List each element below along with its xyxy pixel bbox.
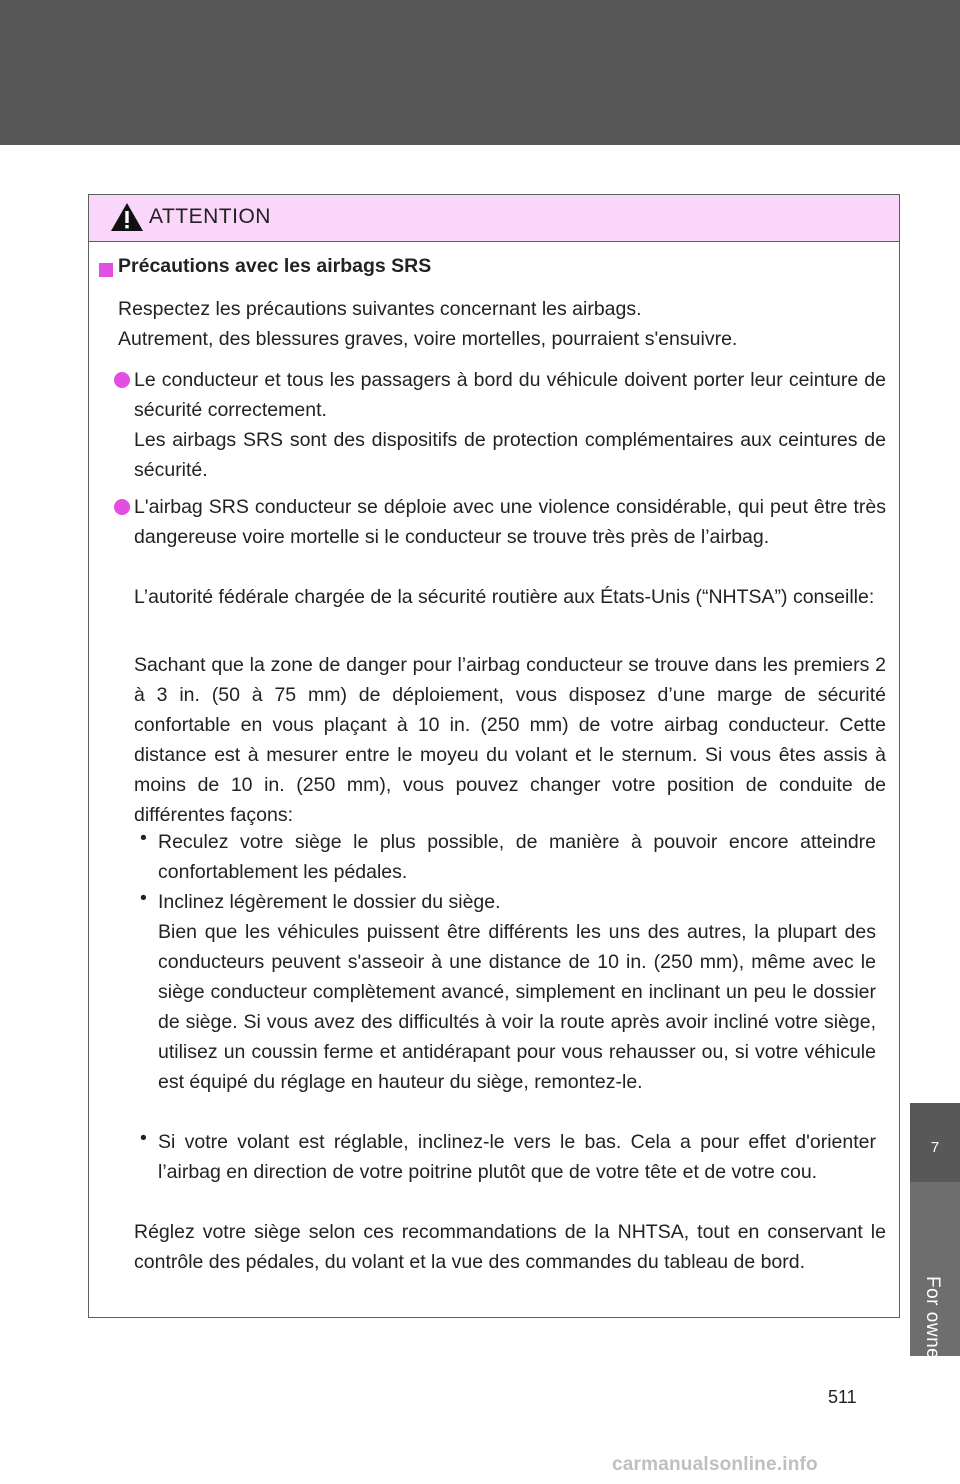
bullet-3-mark: •	[140, 1127, 147, 1149]
intro-line-1: Respectez les précautions suivantes concernant les airbags.	[118, 298, 642, 320]
bullet-2-detail: Bien que les véhicules puissent être différents les uns des autres, la plupart des conducteurs peuvent s'asseoir à une distance de 10 in. (250 mm), même avec le siège conducteur complètement avancé, simplement en inclinant un peu le dossier de siège. Si vous avez des difficultés à voir la route après avoir incliné votre siège, utilisez un coussin ferme et antidérapant pour vous rehausser ou, si votre véhicule est équipé du réglage en hauteur du siège, remontez-le.	[158, 921, 876, 1093]
item-2-bullet-dot	[114, 499, 130, 515]
chapter-number: 7	[930, 1139, 940, 1156]
page-number: 511	[828, 1387, 857, 1407]
bullet-3-text: Si votre volant est réglable, inclinez-le vers le bas. Cela a pour effet d'orienter l’airbag en direction de votre poitrine plutôt que de votre tête et de votre cou.	[158, 1131, 876, 1183]
item-2-note: L’autorité fédérale chargée de la sécurité routière aux États-Unis (“NHTSA”) conseille:	[134, 586, 875, 608]
attention-title: ATTENTION	[149, 205, 271, 228]
item-2-text: L'airbag SRS conducteur se déploie avec une violence considérable, qui peut être très dangereuse voire mortelle si le conducteur se trouve très près de l’airbag.	[134, 496, 886, 548]
watermark-text[interactable]: carmanualsonline.info	[612, 1454, 818, 1475]
bullet-2-text: Inclinez légèrement le dossier du siège.	[158, 891, 501, 913]
chapter-number-block	[910, 1103, 960, 1182]
item-1-note: Les airbags SRS sont des dispositifs de protection complémentaires aux ceintures de sécurité.	[134, 429, 886, 481]
chapter-label-block	[910, 1182, 960, 1377]
attention-box	[88, 194, 900, 1318]
closing-paragraph: Réglez votre siège selon ces recommandations de la NHTSA, tout en conservant le contrôle des pédales, du volant et la vue des commandes du tableau de bord.	[134, 1221, 886, 1273]
section-square-marker	[99, 263, 113, 277]
bullet-2-mark: •	[140, 887, 147, 909]
bullet-1-text: Reculez votre siège le plus possible, de manière à pouvoir encore atteindre confortablement les pédales.	[158, 831, 876, 883]
intro-line-2: Autrement, des blessures graves, voire mortelles, pourraient s'ensuivre.	[118, 328, 738, 350]
attention-header	[89, 195, 899, 242]
warning-triangle-icon	[110, 202, 144, 232]
top-header-band	[0, 0, 960, 145]
bullet-1-mark: •	[140, 827, 147, 849]
chapter-side-tab[interactable]	[910, 1103, 960, 1377]
item-1-bullet-dot	[114, 372, 130, 388]
chapter-label: For owners	[922, 1276, 943, 1377]
item-1-text: Le conducteur et tous les passagers à bord du véhicule doivent porter leur ceinture de sécurité correctement.	[134, 369, 886, 421]
item-2-paragraph: Sachant que la zone de danger pour l’airbag conducteur se trouve dans les premiers 2 à 3 in. (50 à 75 mm) de déploiement, vous disposez d’une marge de sécurité confortable en vous plaçant à 10 in. (250 mm) de votre airbag conducteur. Cette distance est à mesurer entre le moyeu du volant et le sternum. Si vous êtes assis à moins de 10 in. (250 mm), vous pouvez changer votre position de conduite de différentes façons:	[134, 654, 886, 826]
section-heading: Précautions avec les airbags SRS	[118, 255, 432, 277]
